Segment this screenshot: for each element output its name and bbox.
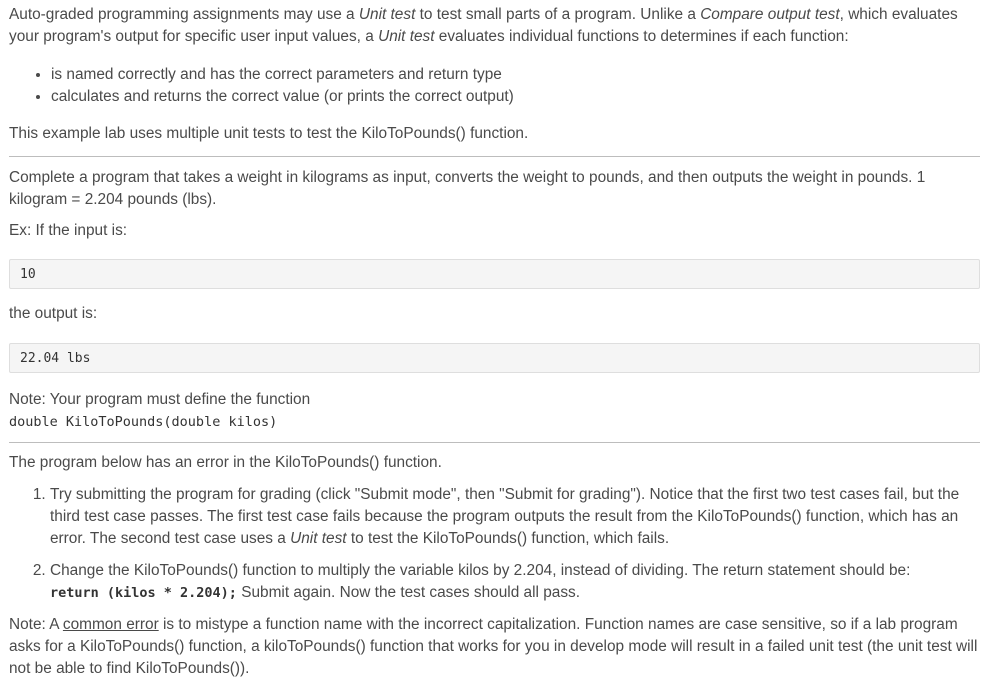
task-description: Complete a program that takes a weight in kilograms as input, converts the weight to pounds, and then outputs the weight in pounds. 1 kilogram = 2.204 pounds (lbs). <box>9 169 926 208</box>
intro-paragraph: Auto-graded programming assignments may use a Unit test to test small parts of a program. Unlike a Compare output test, which evaluates your program's output for specific user input values, a Unit test evaluates individual functions to determines if each function: <box>9 6 958 45</box>
example-output-box: 22.04 lbs <box>9 343 980 373</box>
common-error-note: Note: A common error is to mistype a function name with the incorrect capitalization. Function names are case sensitive, so if a lab program asks for a KiloToPounds() function, a kiloToPounds() function that works for you in develop mode will result in a failed unit test (the unit test will not be able to find KiloToPounds()). <box>9 616 978 677</box>
list-item: 2. Change the KiloToPounds() function to multiply the variable kilos by 2.204, instead of dividing. The return statement should be: return (kilos * 2.204); Submit again. Now the test cases should all pass. <box>50 560 980 604</box>
list-item: • is named correctly and has the correct parameters and return type <box>51 64 980 86</box>
output-label: the output is: <box>9 305 98 322</box>
function-note: Note: Your program must define the function <box>9 391 311 408</box>
list-item: 1. Try submitting the program for grading (click "Submit mode", then "Submit for grading"). Notice that the first two test cases fail, but the third test case passes. The first test case fails because the program outputs the result from the KiloToPounds() function, which has an error. The second test case uses a Unit test to test the KiloToPounds() function, which fails. <box>50 484 980 550</box>
example-label: Ex: If the input is: <box>9 222 128 239</box>
error-intro: The program below has an error in the KiloToPounds() function. <box>9 454 442 471</box>
divider <box>9 156 980 157</box>
example-input-box: 10 <box>9 259 980 289</box>
function-signature: double KiloToPounds(double kilos) <box>9 414 278 430</box>
steps-list <box>9 484 980 604</box>
list-item: • calculates and returns the correct value (or prints the correct output) <box>51 86 980 108</box>
common-error-link[interactable]: common error <box>62 616 159 633</box>
return-statement-code: return (kilos * 2.204); <box>50 585 237 601</box>
example-lab-note: This example lab uses multiple unit tests to test the KiloToPounds() function. <box>9 125 529 142</box>
divider <box>9 442 980 443</box>
criteria-list <box>9 64 980 108</box>
